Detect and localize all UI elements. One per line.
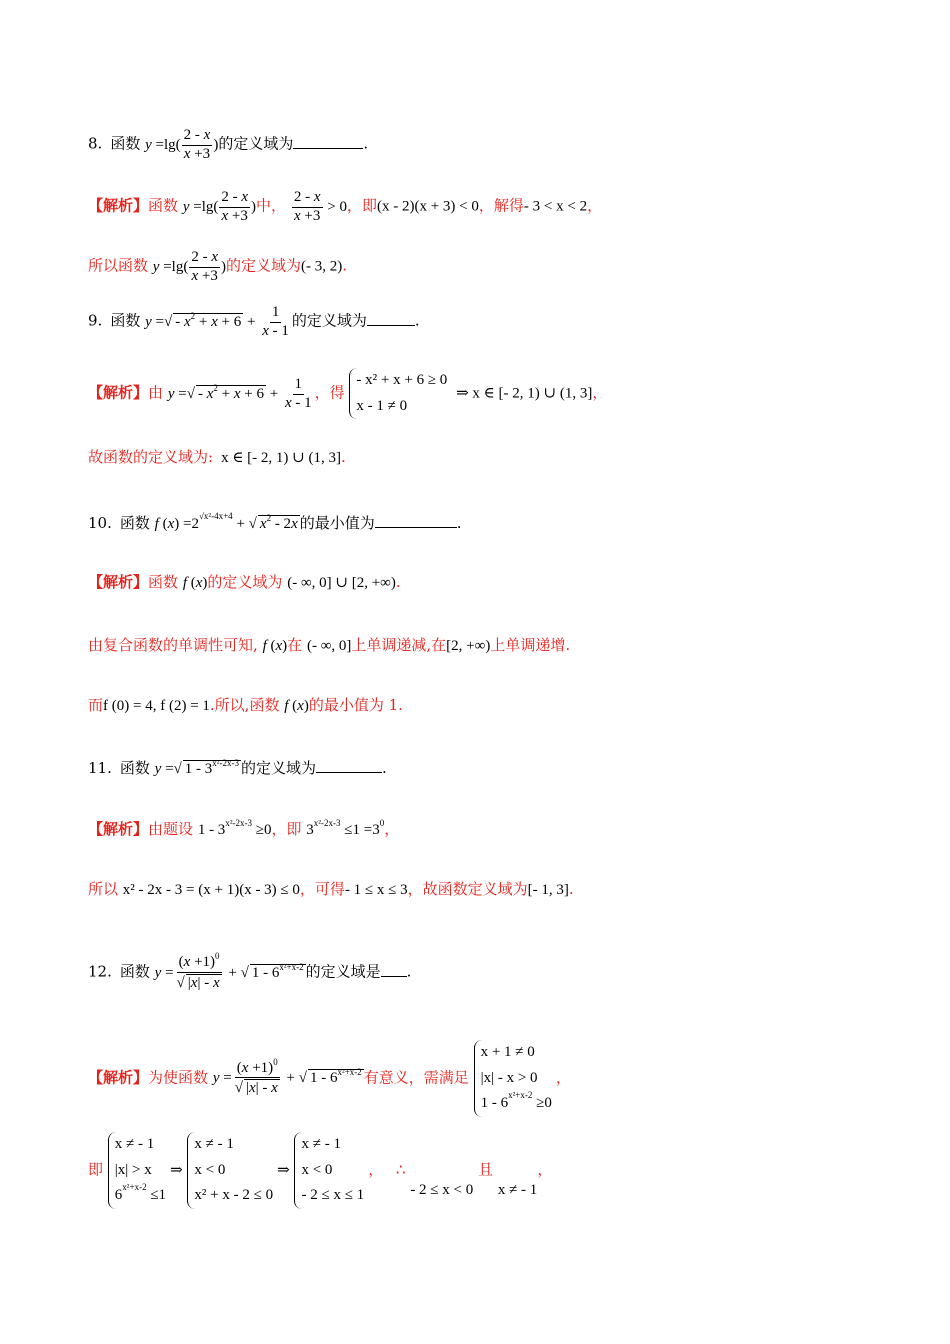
inequality-system: - x² + x + 6 ≥ 0 x - 1 ≠ 0: [349, 368, 451, 419]
analysis-9: 【解析】由 y =√ - $x^2 + x + 6$ + $\frac{1}{x - 1}$ ，得 - x² + x + 6 ≥ 0 x - 1 ≠ 0 ⇒ x ∈ [- 2, 1) ∪ (1, 3]，: [88, 368, 607, 419]
therefore-symbol: ∴: [395, 1160, 406, 1179]
question-9: 9. 函数 y =√ - $x^2 + x + 6$ + $\frac{1}{x - 1}$ 的定义域为 .: [88, 304, 420, 339]
question-11: 11. 函数 y =√ $1 - 3^{x^2-2x-3}$ 的定义域为 .: [88, 758, 387, 777]
inequality-system-2: x ≠ - 1 x < 0 x² + x - 2 ≤ 0: [187, 1132, 277, 1209]
question-10: 10. 函数 f $(x) =2^{√x^2-4x+4}$ + √ $x^2 - 2x$ 的最小值为 .: [88, 511, 462, 532]
analysis-8-conclusion: 所以函数 y =lg( $\frac{2 - x}{x +3}$ )的定义域为(- 3, 2).: [88, 249, 348, 284]
inequality-system-3: x ≠ - 1 x < 0 - 2 ≤ x ≤ 1: [294, 1132, 368, 1209]
question-8: 8. 函数 y =lg( $\frac{2 - x}{x +3}$ )的定义域为 .: [88, 127, 369, 162]
question-12: 12. 函数 y = $\frac{(x +1)^0}{√ |x| - x}$ + √ $1 - 6^{x^2+x-2}$ 的定义域是 .: [88, 951, 412, 991]
analysis-12: 【解析】为使函数 y = $\frac{(x +1)^0}{√ |x| - x}$ + √ $1 - 6^{x^2+x-2}$ 有意义，需满足 x + 1 ≠ 0 |x| - x > 0 $1 - 6^{x^2+x-2} \ge 0$，: [88, 1040, 571, 1117]
analysis-11: 【解析】由题设 $1 - 3^{x^2-2x-3} \ge 0$，即 $3^{x^2-2x-3} \le 1 =3^0$，: [88, 818, 400, 838]
analysis-tag: 【解析】: [88, 196, 149, 215]
analysis-12-conclusion: 即 x ≠ - 1 |x| > x $6^{x^2+x-2}$ ≤1⇒ x ≠ - 1 x < 0 x² + x - 2 ≤ 0⇒ x ≠ - 1 x < 0 - 2 ≤ x ≤ 1， ∴ - 2 ≤ x < 0 且 x ≠ - 1，: [88, 1132, 552, 1209]
inequality-system-1: x ≠ - 1 |x| > x $6^{x^2+x-2} \le 1$: [108, 1132, 170, 1209]
analysis-10-monotonicity: 由复合函数的单调性可知, f (x)在 (- ∞, 0]上单调递减,在[2, +∞)上单调递增.: [88, 636, 571, 654]
analysis-10-minimum: 而f (0) = 4, f (2) = 1.所以,函数 f (x)的最小值为 1.: [88, 696, 403, 714]
analysis-10: 【解析】函数 f (x)的定义域为 (- ∞, 0] ∪ [2, +∞).: [88, 573, 401, 591]
analysis-8: 【解析】函数 y =lg( $\frac{2 - x}{x +3}$ )中， $\frac{2 - x}{x +3}$ > 0，即(x - 2)(x + 3) < 0，解得- 3 < x < 2，: [88, 189, 603, 224]
analysis-9-conclusion: 故函数的定义域为: x ∈ [- 2, 1) ∪ (1, 3].: [88, 448, 346, 466]
question-number: 8.: [88, 134, 103, 153]
answer-blank: [293, 147, 363, 149]
formula: y =lg( $\frac{2 - x}{x +3}$ ): [145, 127, 219, 162]
inequality-system: x + 1 ≠ 0 |x| - x > 0 $1 - 6^{x^2+x-2} \ge 0$: [474, 1040, 556, 1117]
analysis-11-conclusion: 所以 x² - 2x - 3 = (x + 1)(x - 3) ≤ 0，可得- 1 ≤ x ≤ 3，故函数定义域为[- 1, 3].: [88, 880, 574, 898]
